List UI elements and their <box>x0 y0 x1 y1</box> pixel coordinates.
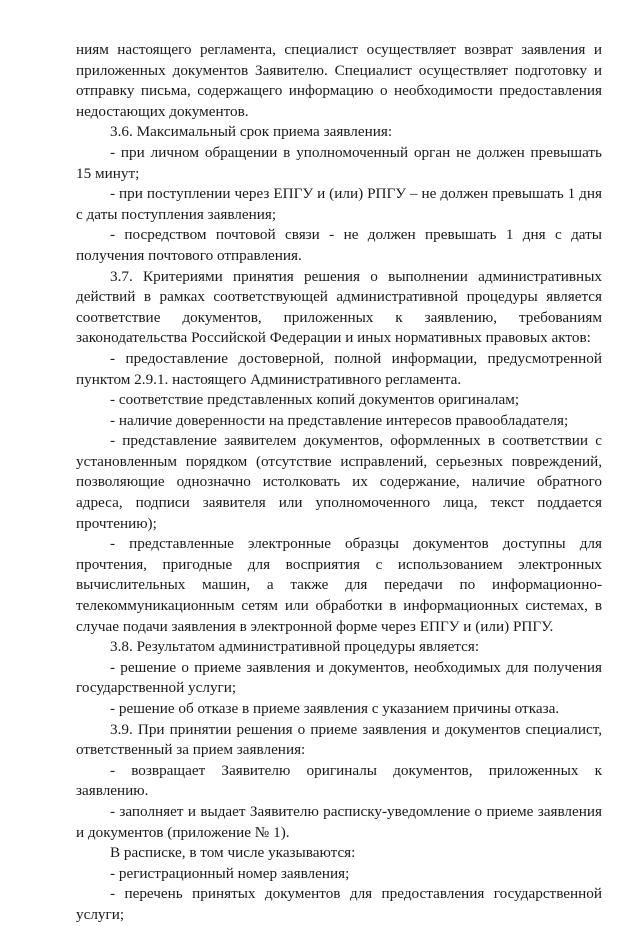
list-item: - возвращает Заявителю оригиналы документов, приложенных к заявлению. <box>76 761 602 800</box>
paragraph-continuation: ниям настоящего регламента, специалист осуществляет возврат заявления и приложенных документов Заявителю. Специалист осуществляет подготовку и отправку письма, содержащего информацию о необходимости предоставления недостающих документов. <box>76 41 602 120</box>
list-item: - представление заявителем документов, оформленных в соответствии с установленным порядком (отсутствие исправлений, серьезных повреждений, позволяющие однозначно истолковать их содержание, наличие обратного адреса, подписи заявителя или уполномоченного лица, текст поддается прочтению); <box>76 432 602 532</box>
list-item: - заполняет и выдает Заявителю расписку-уведомление о приеме заявления и документов (приложение № 1). <box>76 802 602 841</box>
list-item: - регистрационный номер заявления; <box>110 864 350 882</box>
list-item: - наличие доверенности на представление интересов правообладателя; <box>110 411 569 429</box>
list-item: - перечень принятых документов для предоставления государственной услуги; <box>76 885 602 923</box>
section-3-7-paragraph: 3.7. Критериями принятия решения о выполнении административных действий в рамках соответствующей административной процедуры является соответствие документов, приложенных к заявлению, требованиям законодательства Российской Федерации и иных нормативных правовых актов: <box>76 267 602 347</box>
list-item: - посредством почтовой связи - не должен превышать 1 дня с даты получения почтового отправления. <box>76 226 602 264</box>
list-item: - предоставление достоверной, полной информации, предусмотренной пунктом 2.9.1. настоящего Административного регламента. <box>76 349 602 388</box>
section-3-6-heading: 3.6. Максимальный срок приема заявления: <box>110 123 393 141</box>
list-item: - представленные электронные образцы документов доступны для прочтения, пригодные для восприятия с использованием электронных вычислительных машин, а также для передачи по информационно-телекоммуникационным сетям или обработки в информационных системах, в случае подачи заявления в электронной форме через ЕПГУ и (или) РПГУ. <box>76 535 602 635</box>
list-item: - при поступлении через ЕПГУ и (или) РПГУ – не должен превышать 1 дня с даты поступления заявления; <box>76 185 602 223</box>
list-item: - при личном обращении в уполномоченный орган не должен превышать 15 минут; <box>76 143 602 182</box>
section-3-8-heading: 3.8. Результатом административной процедуры является: <box>110 638 480 656</box>
document-page <box>76 40 602 926</box>
list-item: - решение об отказе в приеме заявления с указанием причины отказа. <box>110 700 560 717</box>
list-item: - соответствие представленных копий документов оригиналам; <box>110 391 520 409</box>
list-item: - решение о приеме заявления и документов, необходимых для получения государственной услуги; <box>76 658 602 697</box>
section-3-9-paragraph: 3.9. При принятии решения о приеме заявления и документов специалист, ответственный за прием заявления: <box>76 720 602 759</box>
receipt-intro: В расписке, в том числе указываются: <box>110 844 356 862</box>
